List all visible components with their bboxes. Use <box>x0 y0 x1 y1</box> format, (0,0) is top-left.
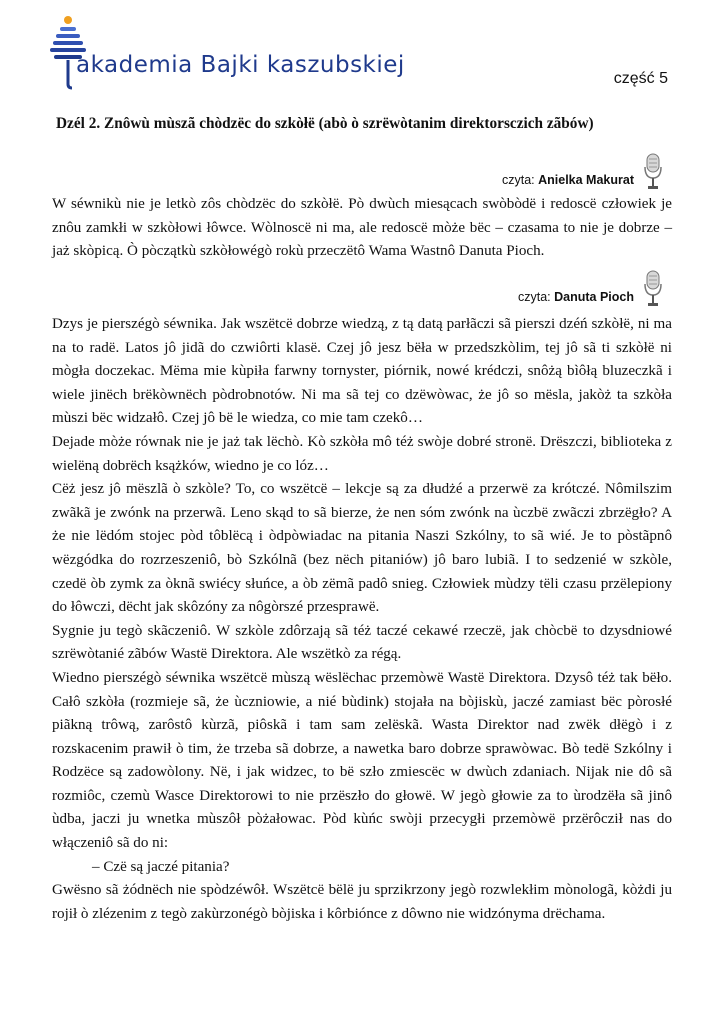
reader-name: Anielka Makurat <box>538 173 634 187</box>
chapter-title: Dzél 2. Znôwù mùszã chòdzëc do szkòłë (abò ò szrëwòtanim direktorsczich zãbów) <box>56 115 594 132</box>
microphone-icon[interactable] <box>640 153 666 191</box>
logo-text: akademia Bajki kaszubskiej <box>76 52 405 78</box>
page-header <box>0 0 724 100</box>
microphone-icon[interactable] <box>640 270 666 308</box>
section-1-text <box>52 193 672 264</box>
paragraph: Wiedno pierszégò séwnika wszëtcë mùszą wëslëchac przemòwë Wastë Direktora. Dzysô téż tak bëło. Całô szkòła (rozmieje sã, że ùczniowie, a nié bùdink) stojała na bòjiskù, jaczé zamiast bëc pòrosłé piãkną trôwą, zarôstô kùrzã, piôskã i tam sam zelëskã. Wasta Direktor nad zwëk dłëgò i z rozskacenim prawił ò tim, że trzeba sã dobrze, a nawetka baro dobrze sprawòwac. Bò tedë Szkólny i Rodzëce są zadowòlony. Në, i jak widzec, to bë szło zmiescëc w dwùch zdaniach. Nijak nie dô sã rozmiôc, czemù Wasce Direktorowi to nie przëszło do głowë. W jegò głowie za to ùrodzëła sã jinô ùdba, jaczi ju wnetka mùszôł pòżałowac. Pòd kùńc swòji przecygłi przemòwë przërôcził nas do włączeniô sã do ni: <box>52 669 672 852</box>
reader-credit-2 <box>518 290 634 304</box>
reader-prefix: czyta: <box>501 173 535 187</box>
part-label: część 5 <box>613 70 668 87</box>
dialogue-line: – Czë są jaczé pitania? <box>92 858 230 875</box>
reader-credit-1 <box>502 173 634 187</box>
section-2-text <box>52 313 672 926</box>
paragraph: Dzys je pierszégò séwnika. Jak wszëtcë dobrze wiedzą, z tą datą parłãczi sã pierszi dzéń szkòłë, ni ma na to radë. Latos jô jidã do czwiôrti klasë. Czej jô jesz bëła w przedszkòlim, tej jô sã ti szkòłë ni mògła doczekac. Mëma mie kùpiła farwny tornyster, piórnik, nowé krédczi, snôżą bìôłą bluzeczkã i wiele jinëch brëkòwnëch pòdrobnotów. Ni ma sã tej co dzëwòwac, że jô so mësla, jakòż ta szkòła mùszi bëc widzałô. Czej jô bë le wiedza, co mie tam czekô… <box>52 316 672 427</box>
reader-prefix: czyta: <box>517 290 551 304</box>
reader-name: Danuta Pioch <box>554 290 634 304</box>
paragraph: Cëż jesz jô mëszlã ò szkòle? To, co wszëtcë – lekcje są za dłudżé a przerwë za krótczé. Nômilszim zwãkã je zwónk na przerwã. Leno skąd to sã bierze, że nen sóm zwónk na ùczbë zwãczi zbrzëgło? A że nie lëdóm stojec pòd tôblëcą i òdpòwiadac na pitania Naszi Szkólny, to sã wié. Je to pòstãpnô wëzgódka do rozrzeszeniô, bò Szkólnã (bez nëch pitaniów) jô baro lubiã. I to sedzenié w szkòle, czedë òb zymk za òknã swiécy słuńce, a òb zëmã padô snieg. Człowiek mùdzy tëli czasu przëlepiony do łôwczi, dëcht jak skôzóny za nôgòrszé przesprawë. <box>52 481 672 616</box>
paragraph: Sygnie ju tegò skãczeniô. W szkòle zdôrzają sã téż taczé cekawé rzeczë, jak chòcbë to dzysdniowé szrëwòtanié zãbów Wastë Direktora. Ale wszëtkò za régą. <box>52 622 672 663</box>
paragraph: W séwnikù nie je letkò zôs chòdzëc do szkòłë. Pò dwùch miesącach swòbòdë i redoscë człowiek je znôu zamkłi w szkòłowi łôwce. Wòlnoscë ni ma, ale redoscë mòże bëc – czasama to nie je dobrze – jaż skòpicą. Ò pòczątkù szkòłowégò rokù przeczëtô Wama Wastnô Danuta Pioch. <box>52 196 672 260</box>
paragraph: Gwësno sã żódnëch nie spòdzéwôł. Wszëtcë bëlë ju sprzikrzony jegò rozwlekłim mònologã, kòżdi ju rojił ò zlézenim z tegò zakùrzonégò bòjiska i kôrbiónce z dôwno nie widzónyma drëchama. <box>52 882 672 922</box>
paragraph: Dejade mòże równak nie je jaż tak lëchò. Kò szkòła mô téż swòje dobré stronë. Drëszczi, biblioteka z wielëną dobrëch ksążków, wiedno je co lóz… <box>52 433 672 474</box>
